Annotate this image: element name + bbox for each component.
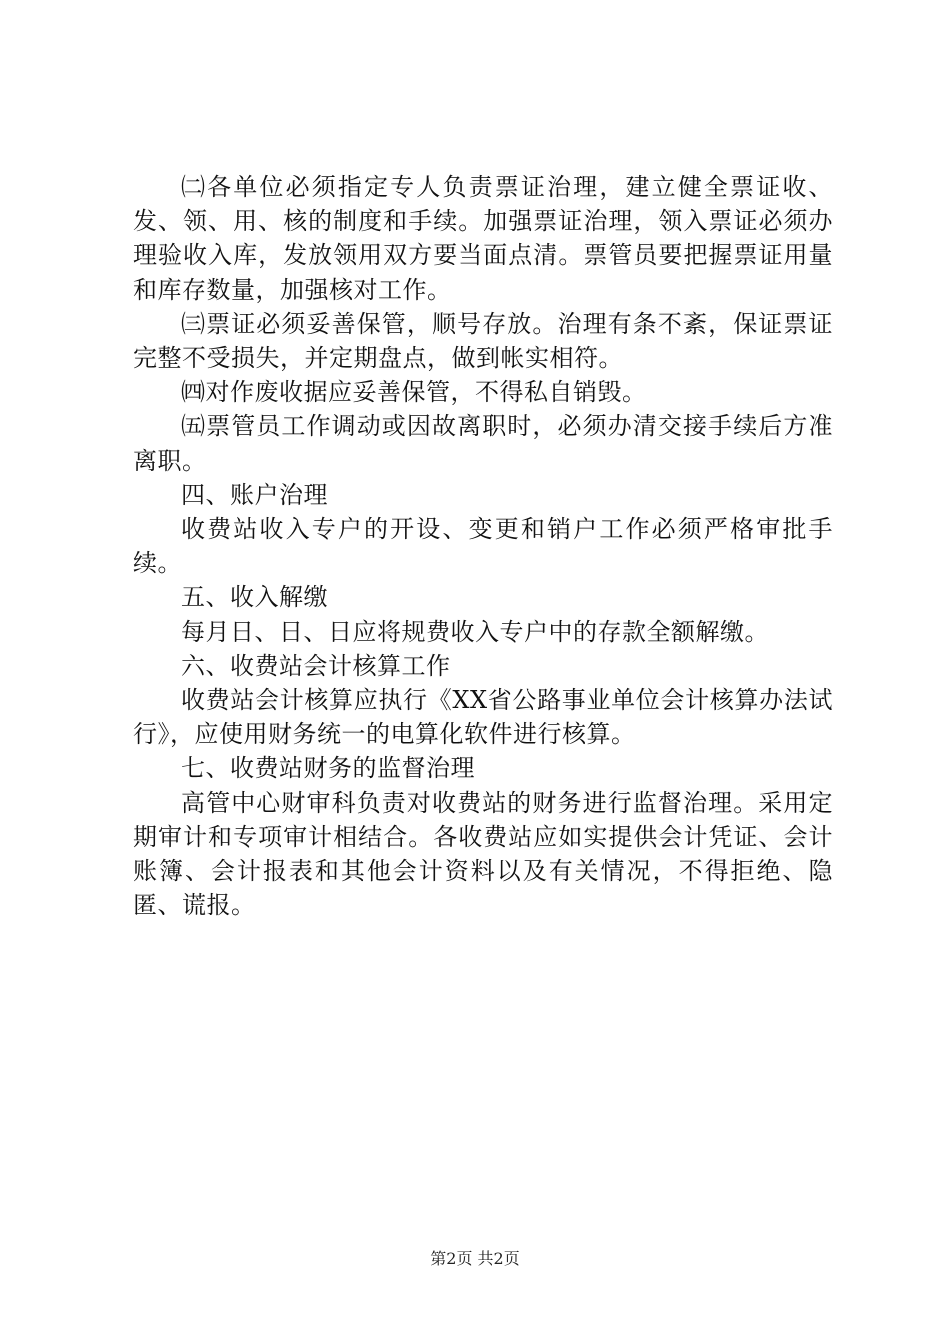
section-heading-remittance: 五、收入解缴 [181,583,328,612]
document-body [133,170,833,922]
paragraph-supervision: 高管中心财审科负责对收费站的财务进行监督治理。采用定期审计和专项审计相结合。各收费站应如实提供会计凭证、会计账簿、会计报表和其他会计资料以及有关情况，不得拒绝、隐匿、谎报。 [133,788,833,920]
paragraph-accounts: 收费站收入专户的开设、变更和销户工作必须严格审批手续。 [133,515,833,578]
paragraph-remittance: 每月日、日、日应将规费收入专户中的存款全额解缴。 [181,617,769,646]
page-footer: 第2页 共2页 [430,1249,520,1268]
paragraph-void-receipts: ㈣对作废收据应妥善保管，不得私自销毁。 [181,378,647,407]
paragraph-ticket-storage: ㈢票证必须妥善保管，顺号存放。治理有条不紊，保证票证完整不受损失，并定期盘点，做到帐实相符。 [133,309,833,373]
section-heading-supervision: 七、收费站财务的监督治理 [181,754,475,783]
paragraph-ticket-management: ㈡各单位必须指定专人负责票证治理，建立健全票证收、发、领、用、核的制度和手续。加强票证治理，领入票证必须办理验收入库，发放领用双方要当面点清。票管员要把握票证用量和库存数量，加强核对工作。 [133,173,833,304]
paragraph-handover: ㈤票管员工作调动或因故离职时，必须办清交接手续后方准离职。 [133,412,833,475]
section-heading-accounting: 六、收费站会计核算工作 [181,651,451,680]
paragraph-accounting: 收费站会计核算应执行《XX省公路事业单位会计核算办法试行》，应使用财务统一的电算化软件进行核算。 [133,686,833,749]
section-heading-accounts: 四、账户治理 [181,480,328,509]
